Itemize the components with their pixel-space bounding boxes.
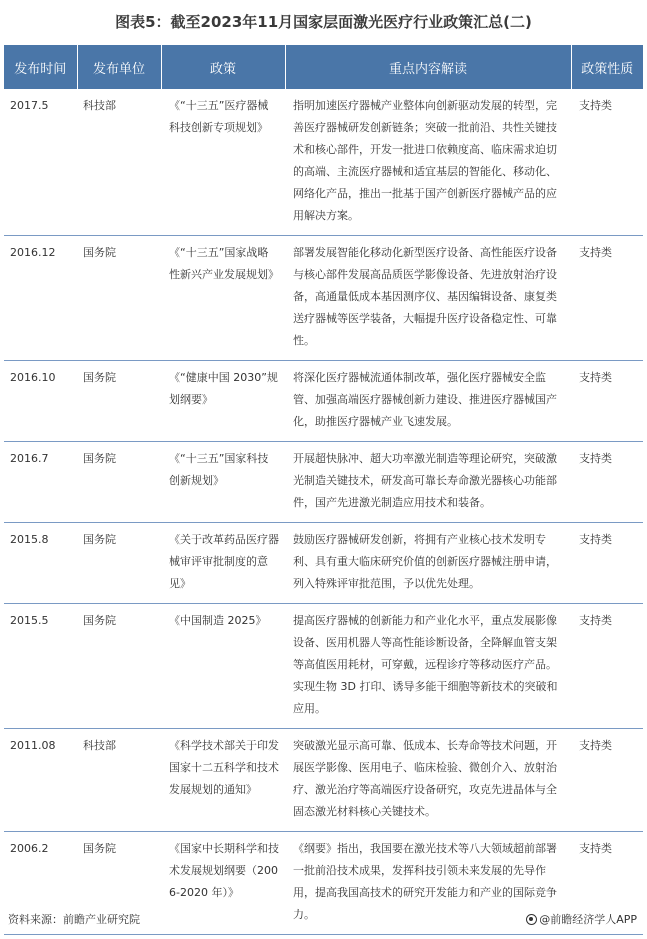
cell-unit: 国务院 [77, 361, 161, 442]
table-row [4, 729, 643, 832]
header-nature: 政策性质 [571, 45, 643, 89]
footer [0, 905, 647, 931]
cell-nature: 支持类 [571, 604, 643, 729]
cell-content: 鼓励医疗器械研发创新，将拥有产业核心技术发明专利、具有重大临床研究价值的创新医疗器械注册申请，列入特殊评审批范围，予以优先处理。 [285, 523, 571, 604]
table-row [4, 89, 643, 236]
cell-date: 2016.12 [4, 236, 77, 361]
cell-nature: 支持类 [571, 442, 643, 523]
cell-policy: 《关于改革药品医疗器械审评审批制度的意见》 [161, 523, 285, 604]
table-row [4, 523, 643, 604]
cell-content: 部署发展智能化移动化新型医疗设备、高性能医疗设备与核心部件发展高品质医学影像设备、先进放射治疗设备，高通量低成本基因测序仪、基因编辑设备、康复类送疗器械等医学装备，大幅提升医疗设备稳定性、可靠性。 [285, 236, 571, 361]
brand-logo-icon [526, 914, 537, 925]
header-unit: 发布单位 [77, 45, 161, 89]
cell-content: 指明加速医疗器械产业整体向创新驱动发展的转型，完善医疗器械研发创新链条；突破一批前沿、共性关键技术和核心部件，开发一批进口依赖度高、临床需求迫切的高端、主流医疗器械和适宜基层的智能化、移动化、网络化产品，推出一批基于国产创新医疗器械产品的应用解决方案。 [285, 89, 571, 236]
cell-policy: 《“健康中国 2030”规划纲要》 [161, 361, 285, 442]
cell-unit: 国务院 [77, 236, 161, 361]
cell-nature: 支持类 [571, 89, 643, 236]
cell-unit: 科技部 [77, 729, 161, 832]
cell-date: 2015.8 [4, 523, 77, 604]
cell-policy: 《科学技术部关于印发国家十二五科学和技术发展规划的通知》 [161, 729, 285, 832]
cell-policy: 《国家中长期科学和技术发展规划纲要（2006-2020 年）》 [161, 832, 285, 935]
source-note: 资料来源：前瞻产业研究院 [8, 913, 140, 926]
cell-content: 提高医疗器械的创新能力和产业化水平，重点发展影像设备、医用机器人等高性能诊断设备，全降解血管支架等高值医用耗材，可穿戴，远程诊疗等移动医疗产品。实现生物 3D 打印、诱导多能干细胞等新技术的突破和应用。 [285, 604, 571, 729]
cell-policy: 《“十三五”国家科技创新规划》 [161, 442, 285, 523]
table-row [4, 604, 643, 729]
cell-content: 《纲要》指出，我国要在激光技术等八大领域超前部署一批前沿技术成果，发挥科技引领未来发展的先导作用，提高我国高技术的研究开发能力和产业的国际竞争力。 [285, 832, 571, 935]
cell-nature: 支持类 [571, 832, 643, 935]
cell-nature: 支持类 [571, 729, 643, 832]
page-title: 图表5：截至2023年11月国家层面激光医疗行业政策汇总(二) [115, 12, 532, 31]
cell-date: 2006.2 [4, 832, 77, 935]
cell-policy: 《中国制造 2025》 [161, 604, 285, 729]
cell-unit: 科技部 [77, 89, 161, 236]
cell-content: 开展超快脉冲、超大功率激光制造等理论研究，突破激光制造关键技术，研发高可靠长寿命激光器核心功能部件，国产先进激光制造应用技术和装备。 [285, 442, 571, 523]
cell-nature: 支持类 [571, 236, 643, 361]
table-row [4, 361, 643, 442]
cell-date: 2017.5 [4, 89, 77, 236]
cell-unit: 国务院 [77, 523, 161, 604]
cell-nature: 支持类 [571, 523, 643, 604]
brand-credit [526, 911, 637, 927]
cell-date: 2016.7 [4, 442, 77, 523]
header-content: 重点内容解读 [285, 45, 571, 89]
header-policy: 政策 [161, 45, 285, 89]
table-row [4, 236, 643, 361]
cell-content: 将深化医疗器械流通体制改革，强化医疗器械安全监管、加强高端医疗器械创新力建设、推进医疗器械国产化，助推医疗器械产业飞速发展。 [285, 361, 571, 442]
cell-date: 2011.08 [4, 729, 77, 832]
cell-unit: 国务院 [77, 832, 161, 935]
cell-policy: 《“十三五”国家战略性新兴产业发展规划》 [161, 236, 285, 361]
cell-policy: 《“十三五”医疗器械科技创新专项规划》 [161, 89, 285, 236]
cell-date: 2016.10 [4, 361, 77, 442]
brand-label: @前瞻经济学人APP [539, 913, 637, 926]
table-row [4, 442, 643, 523]
cell-nature: 支持类 [571, 361, 643, 442]
cell-content: 突破激光显示高可靠、低成本、长寿命等技术问题，开展医学影像、医用电子、临床检验、微创介入、放射治疗、激光治疗等高端医疗设备研究，攻克先进晶体与全固态激光材料核心关键技术。 [285, 729, 571, 832]
policy-table [4, 45, 643, 935]
table-header-row [4, 45, 643, 89]
cell-unit: 国务院 [77, 442, 161, 523]
cell-unit: 国务院 [77, 604, 161, 729]
header-date: 发布时间 [4, 45, 77, 89]
cell-date: 2015.5 [4, 604, 77, 729]
